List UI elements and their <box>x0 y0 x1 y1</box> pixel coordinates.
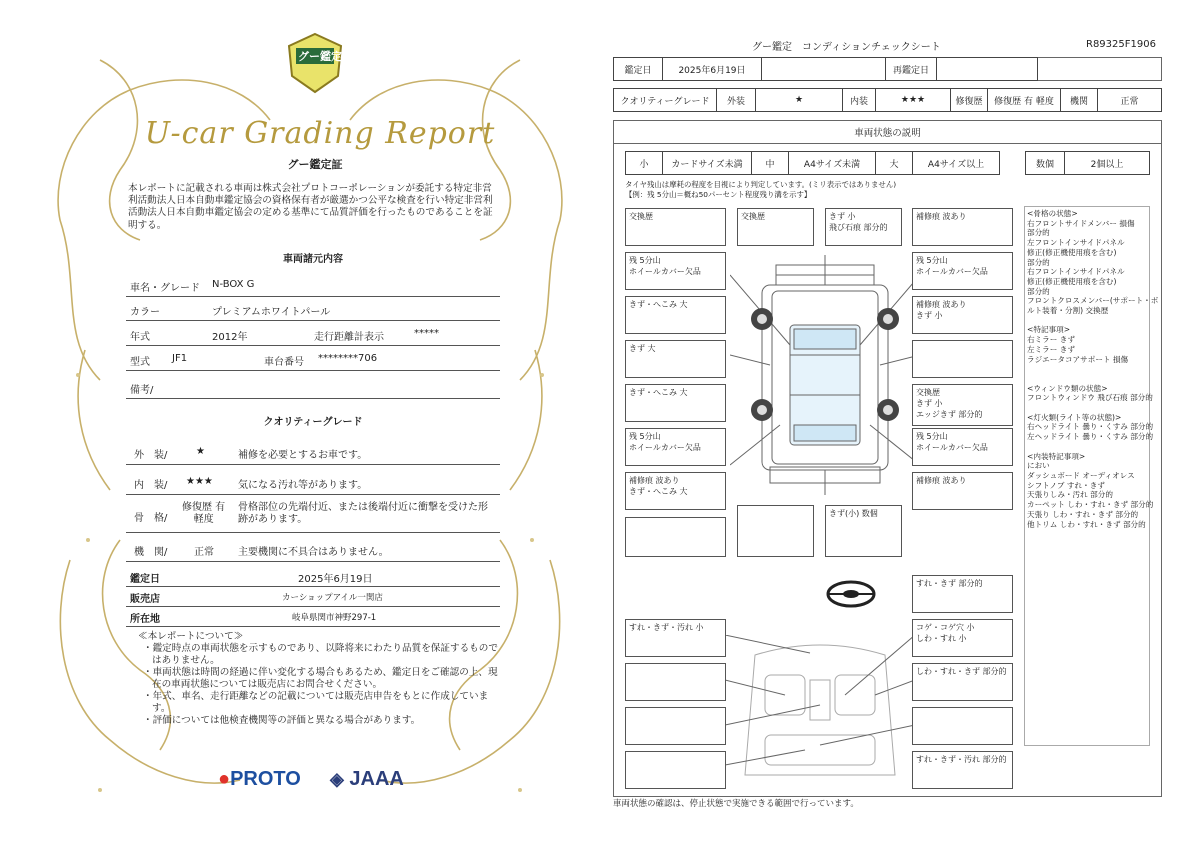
damage-box-tire-rear-right: 残 5分山 ホイールカバー欠品 <box>912 428 1013 466</box>
repair-value: 修復歴 有 軽度 <box>987 88 1061 112</box>
size-small-desc: カードサイズ未満 <box>662 151 752 175</box>
note-item: ・鑑定時点の車両状態を示すものであり、以降将来にわたり品質を保証するものではありません。 <box>143 643 498 666</box>
appraisal-date-label: 鑑定日 <box>130 574 160 585</box>
car-top-view-diagram <box>730 255 920 495</box>
script-title: U-car Grading Report <box>144 116 496 151</box>
note-line: ラジエータコアサポート 損傷 <box>1027 354 1129 364</box>
note-line: 右フロントサイドメンバー 損傷 <box>1027 218 1135 228</box>
damage-box-front-left: 交換歴 <box>737 208 814 246</box>
grade-label: 外 装/ <box>134 450 168 461</box>
chassis-value: ********706 <box>318 353 378 364</box>
note-line: 左ミラー きず <box>1027 344 1075 354</box>
proto-logo-icon: ● <box>218 768 231 790</box>
note-line: 部分的 <box>1027 286 1050 296</box>
dealer-row <box>126 588 500 607</box>
engine-label: 機関 <box>1060 88 1098 112</box>
note-line: カーペット しわ・すれ・きず 部分的 <box>1027 500 1154 510</box>
sheet-footer: 車両状態の確認は、停止状態で実施できる範囲で行っています。 <box>613 799 859 809</box>
note-line <box>1027 374 1152 384</box>
grade-desc: 気になる汚れ等があります。 <box>238 480 368 491</box>
grade-label: 機 関/ <box>134 547 168 558</box>
interior-box-console <box>912 707 1013 745</box>
name-value: N-BOX G <box>212 279 255 290</box>
note-line: <ウィンドウ類の状態> <box>1027 383 1108 393</box>
spec-row-year <box>126 325 500 346</box>
note-item: ・年式、車名、走行距離などの記載については販売店申告をもとに作成しています。 <box>143 691 489 714</box>
size-mid-desc: A4サイズ未満 <box>788 151 876 175</box>
count-label: 数個 <box>1025 151 1065 175</box>
damage-box-tire-front-right: 残 5分山 ホイールカバー欠品 <box>912 252 1013 290</box>
appraisal-date-value: 2025年6月19日 <box>298 574 373 585</box>
interior-box-dashboard: すれ・きず 部分的 <box>912 575 1013 613</box>
certificate-heading: グー鑑定証 <box>287 158 343 171</box>
notes-heading: ≪本レポートについて≫ <box>138 631 244 642</box>
address-row <box>126 608 500 627</box>
interior-box-rear-seat <box>625 751 726 789</box>
note-line: <特記事項> <box>1027 325 1071 335</box>
interior-value: ★★★ <box>875 88 951 112</box>
size-large: 大 <box>875 151 913 175</box>
chassis-label: 車台番号 <box>264 357 304 368</box>
dealer-value: カーショップアイル一関店 <box>282 593 383 603</box>
date-value: 2025年6月19日 <box>662 57 762 81</box>
color-label: カラー <box>130 307 160 318</box>
note-line: 修正(修正機使用痕を含む) <box>1027 247 1117 257</box>
tire-example: 【例：残 5分山＝概ね50パーセント程度残り溝を示す】 <box>625 190 812 199</box>
exterior-label: 外装 <box>716 88 756 112</box>
grade-row-interior <box>126 470 500 495</box>
interior-box-driver-seat: コゲ・コゲ穴 小 しわ・すれ 小 <box>912 619 1013 657</box>
note-line <box>1027 364 1152 374</box>
note-line <box>1027 442 1152 452</box>
damage-box-front-right: きず 小 飛び石痕 部分的 <box>825 208 902 246</box>
size-large-desc: A4サイズ以上 <box>912 151 1000 175</box>
exterior-value: ★ <box>755 88 843 112</box>
damage-box-left-rear-door: きず・へこみ 大 <box>625 384 726 422</box>
damage-box-left-front-door: きず 大 <box>625 340 726 378</box>
interior-box-driver-trim: しわ・すれ・きず 部分的 <box>912 663 1013 701</box>
goo-appraisal-badge-icon <box>286 32 344 94</box>
note-line: ダッシュボード オーディオレス <box>1027 470 1135 480</box>
interior-box-passenger-seat <box>625 663 726 701</box>
appraisal-date-row <box>126 568 500 587</box>
damage-box-left-fender: きず・へこみ 大 <box>625 296 726 334</box>
note-item: ・評価については他検査機関等の評価と異なる場合があります。 <box>143 715 421 726</box>
note-line: 天張り しわ・すれ・きず 部分的 <box>1027 509 1139 519</box>
damage-box-tire-front-left: 残 5分山 ホイールカバー欠品 <box>625 252 726 290</box>
grade-row-frame <box>126 500 500 533</box>
year-label: 年式 <box>130 332 150 343</box>
note-line: 部分的 <box>1027 257 1050 267</box>
note-line: ルト装着・分割) 交換歴 <box>1027 306 1109 316</box>
grade-value: 修復歴 有 軽度 <box>182 502 226 525</box>
damage-box-right-fender: 補修痕 波あり きず 小 <box>912 296 1013 334</box>
damage-box-rear-right: きず(小) 数個 <box>825 505 902 557</box>
proto-logo: ●PROTO <box>218 768 301 790</box>
spec-row-name <box>126 276 500 297</box>
date-label: 鑑定日 <box>613 57 663 81</box>
note-line: 左フロントインサイドパネル <box>1027 238 1125 248</box>
engine-value: 正常 <box>1097 88 1162 112</box>
year-value: 2012年 <box>212 332 248 343</box>
damage-box-rear-left-quarter: 補修痕 波あり きず・へこみ 大 <box>625 472 726 510</box>
remarks-label: 備考/ <box>130 385 154 396</box>
interior-diagram <box>725 635 915 785</box>
spec-heading: 車両諸元内容 <box>283 254 343 265</box>
quality-grade-label: クオリティーグレード <box>613 88 717 112</box>
address-value: 岐阜県関市神野297-1 <box>292 613 377 623</box>
condition-notes <box>1027 209 1159 529</box>
grade-row-engine <box>126 537 500 562</box>
blank-cell <box>761 57 886 81</box>
badge-text: グー鑑定 <box>298 50 342 63</box>
note-line: <灯火類(ライト等の状態)> <box>1027 412 1122 422</box>
grade-label: 内 装/ <box>134 480 168 491</box>
reappraisal-value <box>936 57 1038 81</box>
color-value: プレミアムホワイトパール <box>212 307 331 318</box>
certificate-statement: 本レポートに記載される車両は株式会社プロトコーポレーションが委託する特定非営利活動法人日本自動車鑑定協会の資格保有者が厳選かつ公平な検査を行い特定非営利活動法人日本自動車鑑定協会の定める基準にて品質評価を行ったものであることを証明する。 <box>128 183 493 231</box>
note-line: 右ミラー きず <box>1027 335 1075 345</box>
count-desc: 2個以上 <box>1064 151 1150 175</box>
note-line: 天張りしみ・汚れ 部分的 <box>1027 490 1113 500</box>
spec-row-color <box>126 300 500 321</box>
note-line: 右フロントインサイドパネル <box>1027 267 1125 277</box>
interior-box-ceiling: すれ・きず・汚れ 小 <box>625 619 726 657</box>
damage-box-rear-left <box>737 505 814 557</box>
damage-box-right-front-door <box>912 340 1013 378</box>
spec-row-remarks <box>126 378 500 399</box>
note-line: 左ヘッドライト 曇り・くすみ 部分的 <box>1027 432 1154 442</box>
model-value: JF1 <box>172 353 188 364</box>
dealer-label: 販売店 <box>130 594 160 605</box>
grade-desc: 補修を必要とするお車です。 <box>238 450 368 461</box>
note-item: ・車両状態は時間の経過に伴い変化する場合もあるため、鑑定日をご確認の上、現在の車両状態については販売店にお問合せください。 <box>143 667 498 690</box>
name-label: 車名・グレード <box>130 283 200 294</box>
grade-label: 骨 格/ <box>134 513 168 524</box>
grade-desc: 主要機関に不具合はありません。 <box>238 547 389 558</box>
damage-box-rear-left-corner <box>625 517 726 557</box>
note-line: フロントウィンドウ 飛び石痕 部分的 <box>1027 393 1153 403</box>
damage-box-right-rear-door: 交換歴 きず 小 エッジきず 部分的 <box>912 384 1013 426</box>
interior-label: 内装 <box>842 88 876 112</box>
note-line: 修正(修正機使用痕を含む) <box>1027 276 1117 286</box>
steering-wheel-icon <box>826 579 876 609</box>
grade-row-exterior <box>126 440 500 465</box>
damage-box-tire-rear-left: 残 5分山 ホイールカバー欠品 <box>625 428 726 466</box>
grading-certificate <box>40 20 580 840</box>
mileage-value: ***** <box>414 328 439 339</box>
damage-box-rear-right-quarter: 補修痕 波あり <box>912 472 1013 510</box>
note-line: <内装特記事項> <box>1027 451 1086 461</box>
repair-label: 修復歴 <box>950 88 988 112</box>
note-line <box>1027 316 1152 326</box>
note-line: シフトノブ すれ・きず <box>1027 480 1105 490</box>
note-line: におい <box>1027 461 1050 471</box>
model-label: 型式 <box>130 357 150 368</box>
reappraisal-label: 再鑑定日 <box>885 57 937 81</box>
note-line: <骨格の状態> <box>1027 209 1078 218</box>
note-line: 右ヘッドライト 曇り・くすみ 部分的 <box>1027 422 1154 432</box>
damage-box-front-left-corner: 交換歴 <box>625 208 726 246</box>
document-id: R89325F1906 <box>1086 39 1156 50</box>
size-small: 小 <box>625 151 663 175</box>
condition-heading: 車両状態の説明 <box>613 120 1162 144</box>
interior-box-other-trim: すれ・きず・汚れ 部分的 <box>912 751 1013 789</box>
sheet-title: グー鑑定 コンディションチェックシート <box>752 42 941 53</box>
grade-stars: ★★★ <box>186 476 213 487</box>
damage-box-front-right-corner: 補修痕 波あり <box>912 208 1013 246</box>
grade-heading: クオリティーグレード <box>263 417 363 428</box>
spec-row-model <box>126 350 500 371</box>
grade-stars: ★ <box>196 446 205 457</box>
address-label: 所在地 <box>130 614 160 625</box>
note-line <box>1027 403 1152 413</box>
mileage-label: 走行距離計表示 <box>314 332 384 343</box>
size-mid: 中 <box>751 151 789 175</box>
note-line: 他トリム しわ・すれ・きず 部分的 <box>1027 519 1146 529</box>
grade-desc: 骨格部位の先端付近、または後端付近に衝撃を受けた形跡があります。 <box>238 502 488 525</box>
note-line: フロントクロスメンバー(サポート・ボ <box>1027 296 1159 306</box>
grade-value: 正常 <box>194 547 214 558</box>
tire-note: タイヤ残山は摩耗の程度を目視により判定しています。(ミリ表示ではありません) <box>625 180 897 189</box>
note-line: 部分的 <box>1027 228 1050 238</box>
report-notes <box>138 631 500 727</box>
interior-box-carpet <box>625 707 726 745</box>
jaaa-logo-icon: ◈ <box>330 769 344 789</box>
jaaa-logo: ◈ JAAA <box>330 768 404 790</box>
